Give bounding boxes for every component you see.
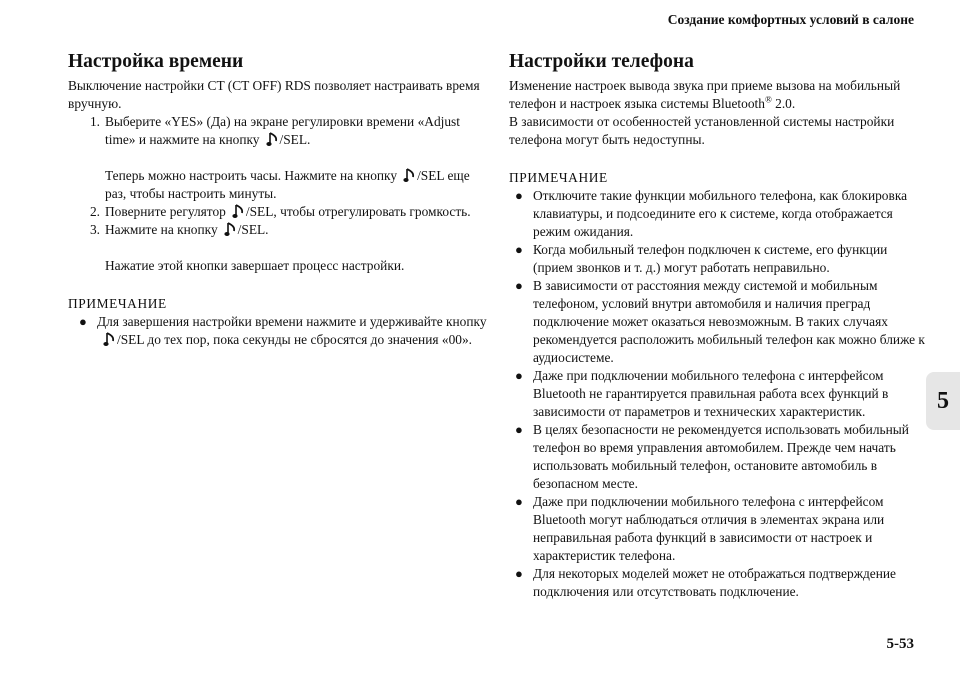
bullet-icon: ● bbox=[515, 368, 523, 383]
section-title: Настройки телефона bbox=[509, 51, 694, 72]
note-item: ● Когда мобильный телефон подключен к системе, его функции (прием звонков и т. д.) могут работать неправильно. bbox=[515, 242, 888, 275]
step-number: 1. bbox=[89, 114, 100, 129]
page-header: Создание комфортных условий в салоне bbox=[667, 12, 914, 27]
bullet-icon: ● bbox=[515, 278, 523, 293]
bullet-icon: ● bbox=[515, 422, 523, 437]
note-item: ● Отключите такие функции мобильного телефона, как блокировка клавиатуры, и подсоедините его к системе, когда отображается режим ожидания. bbox=[515, 188, 908, 239]
step-text: Выберите «YES» (Да) на экране регулировки времени «Adjust time» и нажмите на кнопку /SEL. bbox=[105, 114, 460, 147]
page-number: 5-53 bbox=[886, 636, 914, 652]
step-continuation: Теперь можно настроить часы. Нажмите на кнопку /SEL еще раз, чтобы настроить минуты. bbox=[105, 168, 470, 201]
note-item: ● Даже при подключении мобильного телефона с интерфейсом Bluetooth могут наблюдаться отличия в элементах экрана или неправильная работа функций в зависимости от настроек и характеристик телефона. bbox=[515, 494, 885, 563]
step-continuation: Нажатие этой кнопки завершает процесс настройки. bbox=[105, 258, 405, 273]
note-item: ● В целях безопасности не рекомендуется использовать мобильный телефон во время управления автомобилем. Прежде чем начать использовать мобильный телефон, остановите автомобиль в безопасном месте. bbox=[515, 422, 909, 491]
note-item: ● Для завершения настройки времени нажмите и удерживайте кнопку/SEL до тех пор, пока секунды не сбросятся до значения «00». bbox=[79, 314, 487, 347]
step-number: 3. bbox=[89, 222, 100, 237]
step-item bbox=[68, 203, 492, 221]
music-note-icon bbox=[403, 168, 416, 183]
phone-settings-section bbox=[509, 50, 929, 601]
note-heading: ПРИМЕЧАНИЕ bbox=[509, 170, 608, 185]
step-text: Поверните регулятор /SEL, чтобы отрегулировать громкость. bbox=[105, 204, 471, 219]
bullet-icon: ● bbox=[515, 566, 523, 581]
intro-text: Выключение настройки CT (CT OFF) RDS позволяет настраивать время вручную. bbox=[68, 78, 480, 111]
chapter-tab: 5 bbox=[926, 372, 960, 430]
note-item: ● В зависимости от расстояния между системой и мобильным телефоном, условий внутри автомобиля и наличия преград подключение может оказаться невозможным. В таких случаях рекомендуется расположить мобильный телефон как можно ближе к аудиосистеме. bbox=[515, 278, 925, 365]
step-text: Нажмите на кнопку /SEL. bbox=[105, 222, 269, 237]
registered-mark: ® bbox=[764, 94, 772, 105]
step-item bbox=[68, 221, 492, 239]
music-note-icon bbox=[266, 132, 279, 147]
step-item bbox=[68, 113, 492, 149]
intro-text-2: В зависимости от особенностей установленной системы настройки телефона могут быть недоступны. bbox=[509, 114, 895, 147]
note-heading: ПРИМЕЧАНИЕ bbox=[68, 296, 167, 311]
note-item: ● Даже при подключении мобильного телефона с интерфейсом Bluetooth не гарантируется правильная работа всех функций в зависимости от параметров и технических характеристик. bbox=[515, 368, 889, 419]
bullet-icon: ● bbox=[515, 242, 523, 257]
bullet-icon: ● bbox=[515, 494, 523, 509]
step-number: 2. bbox=[89, 204, 100, 219]
music-note-icon bbox=[232, 204, 245, 219]
time-settings-section bbox=[68, 50, 492, 349]
music-note-icon bbox=[224, 222, 237, 237]
music-note-icon bbox=[103, 332, 116, 347]
note-item: ● Для некоторых моделей может не отображаться подтверждение подключения или отсутствовать подключение. bbox=[515, 566, 896, 599]
bullet-icon: ● bbox=[515, 188, 523, 203]
bullet-icon: ● bbox=[79, 314, 87, 329]
section-title: Настройка времени bbox=[68, 51, 244, 72]
intro-text: Изменение настроек вывода звука при приеме вызова на мобильный телефон и настроек языка системы Bluetooth® 2.0. bbox=[509, 78, 901, 111]
